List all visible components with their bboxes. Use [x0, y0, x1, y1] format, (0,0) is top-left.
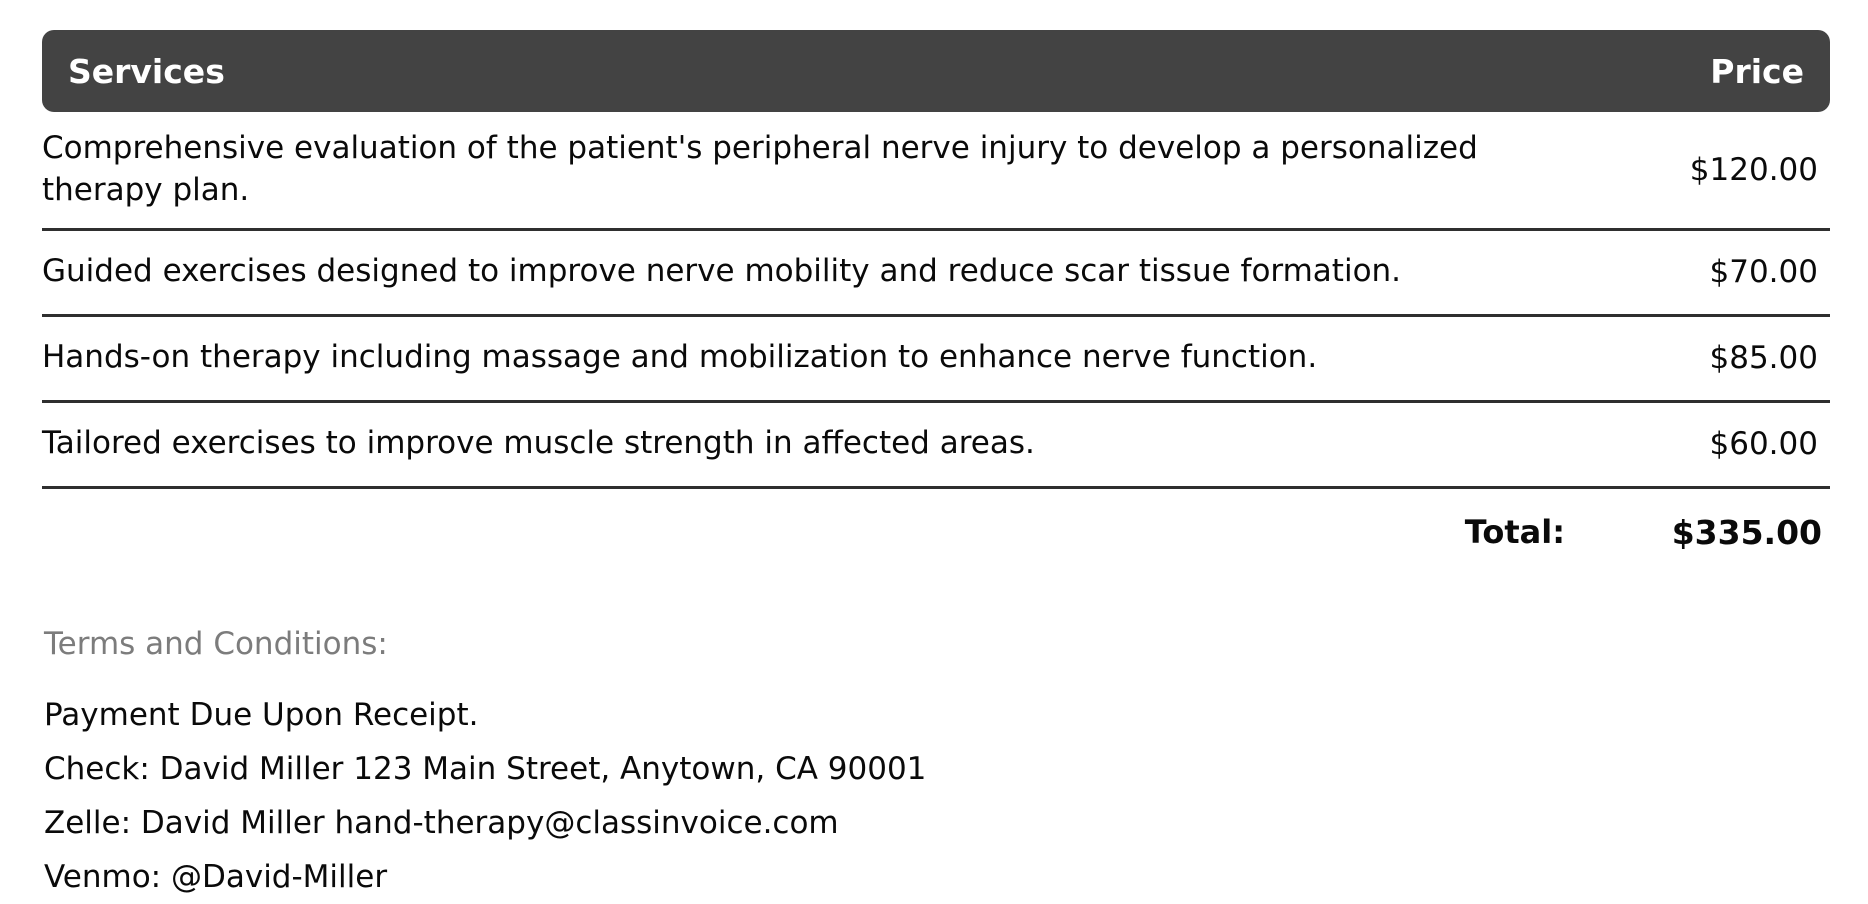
- terms-line-zelle: Zelle: David Miller hand-therapy@classinvoice.com: [44, 804, 839, 841]
- table-row: [42, 231, 1830, 317]
- terms-heading: Terms and Conditions:: [44, 625, 388, 662]
- terms-line-check: Check: David Miller 123 Main Street, Anytown, CA 90001: [44, 750, 927, 787]
- service-price: $70.00: [1709, 254, 1818, 291]
- table-header-row: [42, 30, 1830, 112]
- table-row: [42, 317, 1830, 403]
- terms-and-conditions-section: [44, 626, 1830, 904]
- terms-line-payment: Payment Due Upon Receipt.: [44, 696, 479, 733]
- service-description: Tailored exercises to improve muscle strength in affected areas.: [42, 425, 1035, 462]
- price-column-header: Price: [1710, 51, 1804, 91]
- service-description: Hands-on therapy including massage and mobilization to enhance nerve function.: [42, 339, 1318, 376]
- services-column-header: Services: [68, 51, 225, 91]
- service-description: Comprehensive evaluation of the patient's peripheral nerve injury to develop a personalized therapy plan.: [42, 130, 1478, 208]
- service-price: $85.00: [1709, 340, 1818, 377]
- total-row: [42, 489, 1830, 574]
- table-row: [42, 403, 1830, 489]
- table-row: [42, 112, 1830, 231]
- total-label: Total:: [1464, 513, 1565, 552]
- services-table: [42, 30, 1830, 574]
- terms-line-venmo: Venmo: @David-Miller: [44, 858, 388, 895]
- total-amount: $335.00: [1671, 512, 1822, 552]
- service-description: Guided exercises designed to improve nerve mobility and reduce scar tissue formation.: [42, 253, 1402, 290]
- service-price: $120.00: [1689, 151, 1818, 188]
- service-price: $60.00: [1709, 426, 1818, 463]
